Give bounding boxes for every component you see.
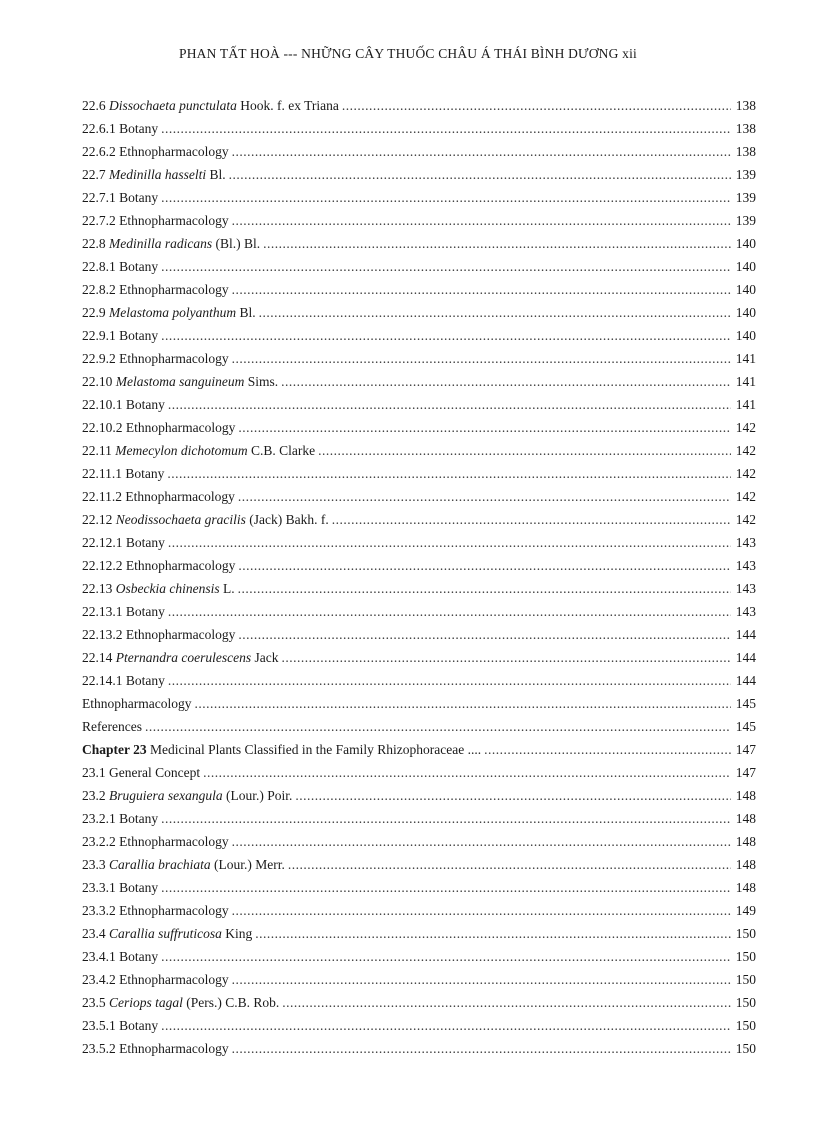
toc-entry[interactable] xyxy=(82,278,756,301)
dot-leader xyxy=(161,945,731,968)
toc-entry[interactable] xyxy=(82,186,756,209)
toc-entry[interactable] xyxy=(82,163,756,186)
toc-page-number: 139 xyxy=(735,190,756,205)
toc-page-number: 144 xyxy=(735,627,756,642)
toc-entry[interactable] xyxy=(82,761,756,784)
toc-entry-number: 23.3 xyxy=(82,857,109,872)
toc-entry[interactable] xyxy=(82,991,756,1014)
toc-entry-title xyxy=(82,830,229,853)
toc-authority: (Lour.) Poir. xyxy=(222,788,293,803)
toc-page-number: 143 xyxy=(735,535,756,550)
toc-page-number: 144 xyxy=(735,673,756,688)
toc-entry-number: 22.6.2 Ethnopharmacology xyxy=(82,144,229,159)
dot-leader xyxy=(161,255,731,278)
toc-entry-title xyxy=(82,646,278,669)
toc-entry-number: 22.8.1 Botany xyxy=(82,259,159,274)
dot-leader xyxy=(484,738,731,761)
toc-entry[interactable] xyxy=(82,94,756,117)
toc-entry-number: 23.2 xyxy=(82,788,109,803)
toc-entry-number: 22.7.2 Ethnopharmacology xyxy=(82,213,229,228)
toc-entry-title xyxy=(82,945,158,968)
toc-entry[interactable] xyxy=(82,577,756,600)
dot-leader xyxy=(232,830,731,853)
toc-entry-title xyxy=(82,554,235,577)
toc-entry-number: 23.5.2 Ethnopharmacology xyxy=(82,1041,229,1056)
toc-entry[interactable] xyxy=(82,853,756,876)
toc-entry[interactable] xyxy=(82,899,756,922)
toc-entry[interactable] xyxy=(82,439,756,462)
toc-entry-title xyxy=(82,531,165,554)
toc-authority: (Bl.) Bl. xyxy=(212,236,261,251)
toc-entry-title xyxy=(82,370,278,393)
toc-entry-title xyxy=(82,876,158,899)
dot-leader xyxy=(332,508,731,531)
dot-leader xyxy=(295,784,731,807)
toc-species-name: Bruguiera sexangula xyxy=(109,788,223,803)
toc-entry[interactable] xyxy=(82,876,756,899)
toc-entry-number: 22.11 xyxy=(82,443,116,458)
dot-leader xyxy=(161,324,731,347)
toc-entry-number: 23.4.1 Botany xyxy=(82,949,159,964)
toc-entry-number: 22.13.2 Ethnopharmacology xyxy=(82,627,236,642)
toc-entry-title xyxy=(82,968,229,991)
toc-authority: Bl. xyxy=(236,305,256,320)
toc-entry-number: 23.5.1 Botany xyxy=(82,1018,159,1033)
toc-entry-title xyxy=(82,1037,229,1060)
toc-authority: (Lour.) Merr. xyxy=(210,857,285,872)
toc-entry-title xyxy=(82,623,235,646)
toc-entry-number: 22.10.1 Botany xyxy=(82,397,165,412)
dot-leader xyxy=(238,485,731,508)
toc-entry[interactable] xyxy=(82,807,756,830)
toc-entry[interactable] xyxy=(82,117,756,140)
toc-species-name: Medinilla hasselti xyxy=(109,167,207,182)
toc-entry-number: Medicinal Plants Classified in the Family Rhizophoraceae .... xyxy=(146,742,482,757)
toc-entry-title xyxy=(82,600,165,623)
toc-entry-number: 22.9 xyxy=(82,305,109,320)
toc-entry-number: 22.8.2 Ethnopharmacology xyxy=(82,282,229,297)
toc-entry[interactable] xyxy=(82,370,756,393)
toc-entry-number: 23.2.1 Botany xyxy=(82,811,159,826)
toc-page-number: 142 xyxy=(735,489,756,504)
toc-page-number: 140 xyxy=(735,305,756,320)
toc-species-name: Melastoma polyanthum xyxy=(109,305,237,320)
toc-authority: King xyxy=(221,926,253,941)
toc-page-number: 142 xyxy=(735,466,756,481)
toc-entry-number: 22.9.1 Botany xyxy=(82,328,159,343)
dot-leader xyxy=(238,554,731,577)
toc-authority: (Jack) Bakh. f. xyxy=(245,512,329,527)
toc-authority: Hook. f. ex Triana xyxy=(236,98,339,113)
toc-entry-number: 22.14.1 Botany xyxy=(82,673,165,688)
toc-page-number: 139 xyxy=(735,167,756,182)
toc-entry[interactable] xyxy=(82,600,756,623)
toc-species-name: Ceriops tagal xyxy=(109,995,183,1010)
toc-species-name: Pternandra coerulescens xyxy=(115,650,252,665)
dot-leader xyxy=(232,278,731,301)
toc-entry[interactable] xyxy=(82,416,756,439)
dot-leader xyxy=(161,876,731,899)
toc-entry-number: 23.1 General Concept xyxy=(82,765,201,780)
dot-leader xyxy=(167,462,731,485)
toc-entry-number: References xyxy=(82,719,142,734)
dot-leader xyxy=(168,600,731,623)
toc-entry[interactable] xyxy=(82,232,756,255)
dot-leader xyxy=(168,669,731,692)
dot-leader xyxy=(203,761,731,784)
toc-entry-number: 22.7 xyxy=(82,167,109,182)
toc-page-number: 148 xyxy=(735,880,756,895)
toc-entry-number: 22.13.1 Botany xyxy=(82,604,165,619)
toc-entry-number: 22.12 xyxy=(82,512,116,527)
toc-entry-title xyxy=(82,301,256,324)
toc-entry-title xyxy=(82,209,229,232)
toc-page-number: 145 xyxy=(735,719,756,734)
toc-page-number: 150 xyxy=(735,926,756,941)
toc-species-name: Melastoma sanguineum xyxy=(115,374,245,389)
toc-page-number: 150 xyxy=(735,995,756,1010)
toc-page-number: 147 xyxy=(735,742,756,757)
toc-entry[interactable] xyxy=(82,945,756,968)
toc-entry-number: 22.6 xyxy=(82,98,109,113)
toc-page-number: 150 xyxy=(735,1041,756,1056)
toc-entry-number: 22.6.1 Botany xyxy=(82,121,159,136)
toc-entry[interactable] xyxy=(82,1037,756,1060)
toc-entry-number: 23.2.2 Ethnopharmacology xyxy=(82,834,229,849)
toc-entry-title xyxy=(82,922,252,945)
dot-leader xyxy=(238,416,731,439)
toc-page-number: 142 xyxy=(735,443,756,458)
toc-entry[interactable] xyxy=(82,554,756,577)
toc-entry[interactable] xyxy=(82,922,756,945)
toc-page-number: 140 xyxy=(735,328,756,343)
dot-leader xyxy=(238,577,731,600)
toc-entry-title xyxy=(82,163,226,186)
toc-entry-title xyxy=(82,761,200,784)
toc-entry-title xyxy=(82,1014,158,1037)
toc-entry[interactable] xyxy=(82,738,756,761)
toc-entry-title xyxy=(82,991,279,1014)
dot-leader xyxy=(229,163,731,186)
dot-leader xyxy=(281,646,731,669)
toc-page-number: 148 xyxy=(735,857,756,872)
dot-leader xyxy=(232,899,731,922)
toc-entry[interactable] xyxy=(82,255,756,278)
dot-leader xyxy=(194,692,731,715)
dot-leader xyxy=(255,922,731,945)
toc-entry[interactable] xyxy=(82,485,756,508)
toc-entry-title xyxy=(82,669,165,692)
toc-entry-title xyxy=(82,278,229,301)
toc-page-number: 147 xyxy=(735,765,756,780)
toc-entry-number: 22.9.2 Ethnopharmacology xyxy=(82,351,229,366)
toc-entry[interactable] xyxy=(82,301,756,324)
toc-entry[interactable] xyxy=(82,623,756,646)
dot-leader xyxy=(342,94,731,117)
toc-entry-title xyxy=(82,324,158,347)
toc-entry-number: 23.3.1 Botany xyxy=(82,880,159,895)
toc-species-name: Dissochaeta punctulata xyxy=(109,98,237,113)
toc-page-number: 141 xyxy=(735,397,756,412)
toc-entry-title xyxy=(82,140,229,163)
toc-page-number: 143 xyxy=(735,604,756,619)
toc-entry-title xyxy=(82,393,165,416)
toc-entry-number: 23.4 xyxy=(82,926,109,941)
toc-entry[interactable] xyxy=(82,393,756,416)
toc-entry-title xyxy=(82,807,158,830)
toc-page-number: 148 xyxy=(735,811,756,826)
toc-page-number: 150 xyxy=(735,972,756,987)
dot-leader xyxy=(168,531,731,554)
dot-leader xyxy=(161,1014,731,1037)
toc-entry-title xyxy=(82,692,191,715)
toc-entry-title xyxy=(82,853,285,876)
toc-page-number: 142 xyxy=(735,420,756,435)
toc-authority: Bl. xyxy=(206,167,226,182)
toc-entry[interactable] xyxy=(82,140,756,163)
toc-entry-title xyxy=(82,255,158,278)
toc-species-name: Medinilla radicans xyxy=(109,236,213,251)
toc-entry-title xyxy=(82,186,158,209)
toc-page-number: 148 xyxy=(735,788,756,803)
toc-page-number: 138 xyxy=(735,144,756,159)
toc-page-number: 150 xyxy=(735,949,756,964)
toc-page-number: 150 xyxy=(735,1018,756,1033)
toc-entry-title xyxy=(82,508,329,531)
dot-leader xyxy=(161,186,731,209)
dot-leader xyxy=(232,347,731,370)
toc-authority: C.B. Clarke xyxy=(247,443,316,458)
toc-entry-number: 22.7.1 Botany xyxy=(82,190,159,205)
toc-authority: (Pers.) C.B. Rob. xyxy=(182,995,280,1010)
toc-entry[interactable] xyxy=(82,347,756,370)
toc-entry[interactable] xyxy=(82,784,756,807)
toc-entry-title xyxy=(82,439,315,462)
toc-entry[interactable] xyxy=(82,646,756,669)
toc-entry-number: 22.10 xyxy=(82,374,116,389)
toc-entry-title xyxy=(82,715,142,738)
toc-entry[interactable] xyxy=(82,209,756,232)
toc-species-name: Carallia suffruticosa xyxy=(109,926,222,941)
toc-entry[interactable] xyxy=(82,531,756,554)
toc-page-number: 138 xyxy=(735,98,756,113)
toc-page-number: 141 xyxy=(735,351,756,366)
toc-page-number: 138 xyxy=(735,121,756,136)
toc-entry-number: 22.10.2 Ethnopharmacology xyxy=(82,420,236,435)
toc-entry-number: 23.5 xyxy=(82,995,109,1010)
toc-page-number: 149 xyxy=(735,903,756,918)
toc-entry[interactable] xyxy=(82,462,756,485)
toc-entry-number: 22.12.2 Ethnopharmacology xyxy=(82,558,236,573)
toc-entry-title xyxy=(82,485,235,508)
toc-page-number: 140 xyxy=(735,236,756,251)
toc-entry-number: 22.11.1 Botany xyxy=(82,466,165,481)
toc-authority: Sims. xyxy=(244,374,279,389)
toc-entry-number: Ethnopharmacology xyxy=(82,696,192,711)
dot-leader xyxy=(232,968,731,991)
toc-entry-title xyxy=(82,416,235,439)
dot-leader xyxy=(168,393,731,416)
toc-page-number: 143 xyxy=(735,558,756,573)
toc-entry-title xyxy=(82,899,229,922)
toc-species-name: Neodissochaeta gracilis xyxy=(115,512,246,527)
toc-page-number: 141 xyxy=(735,374,756,389)
dot-leader xyxy=(238,623,731,646)
toc-page-number: 139 xyxy=(735,213,756,228)
toc-entry-number: 22.8 xyxy=(82,236,109,251)
toc-entry[interactable] xyxy=(82,669,756,692)
dot-leader xyxy=(232,140,731,163)
dot-leader xyxy=(288,853,731,876)
dot-leader xyxy=(145,715,731,738)
dot-leader xyxy=(259,301,731,324)
toc-entry-number: 22.11.2 Ethnopharmacology xyxy=(82,489,235,504)
toc-entry-title xyxy=(82,462,164,485)
table-of-contents xyxy=(82,94,756,1060)
dot-leader xyxy=(263,232,731,255)
toc-entry[interactable] xyxy=(82,715,756,738)
toc-authority: Jack xyxy=(251,650,279,665)
toc-page-number: 148 xyxy=(735,834,756,849)
dot-leader xyxy=(282,991,731,1014)
toc-entry[interactable] xyxy=(82,830,756,853)
toc-entry-title xyxy=(82,784,292,807)
running-header: PHAN TẤT HOÀ --- NHỮNG CÂY THUỐC CHÂU Á THÁI BÌNH DƯƠNG xii xyxy=(179,46,637,61)
toc-entry[interactable] xyxy=(82,692,756,715)
dot-leader xyxy=(281,370,731,393)
dot-leader xyxy=(232,209,731,232)
dot-leader xyxy=(318,439,731,462)
toc-entry[interactable] xyxy=(82,508,756,531)
toc-entry-title xyxy=(82,347,229,370)
toc-entry-number: 22.13 xyxy=(82,581,116,596)
dot-leader xyxy=(161,117,731,140)
toc-species-name: Osbeckia chinensis xyxy=(115,581,220,596)
toc-chapter-label: Chapter 23 xyxy=(82,742,147,757)
toc-entry[interactable] xyxy=(82,324,756,347)
toc-entry[interactable] xyxy=(82,968,756,991)
toc-entry-number: 23.3.2 Ethnopharmacology xyxy=(82,903,229,918)
toc-entry-title xyxy=(82,117,158,140)
toc-authority: L. xyxy=(219,581,235,596)
toc-entry-number: 22.14 xyxy=(82,650,116,665)
toc-entry-title xyxy=(82,94,339,117)
toc-entry-title xyxy=(82,232,260,255)
toc-page-number: 144 xyxy=(735,650,756,665)
toc-species-name: Carallia brachiata xyxy=(109,857,211,872)
dot-leader xyxy=(161,807,731,830)
toc-entry[interactable] xyxy=(82,1014,756,1037)
toc-species-name: Memecylon dichotomum xyxy=(115,443,248,458)
toc-page-number: 142 xyxy=(735,512,756,527)
toc-page-number: 140 xyxy=(735,259,756,274)
toc-entry-title xyxy=(82,577,235,600)
toc-entry-title xyxy=(82,738,481,761)
toc-page-number: 140 xyxy=(735,282,756,297)
toc-entry-number: 22.12.1 Botany xyxy=(82,535,165,550)
dot-leader xyxy=(232,1037,731,1060)
toc-entry-number: 23.4.2 Ethnopharmacology xyxy=(82,972,229,987)
toc-page-number: 145 xyxy=(735,696,756,711)
toc-page-number: 143 xyxy=(735,581,756,596)
